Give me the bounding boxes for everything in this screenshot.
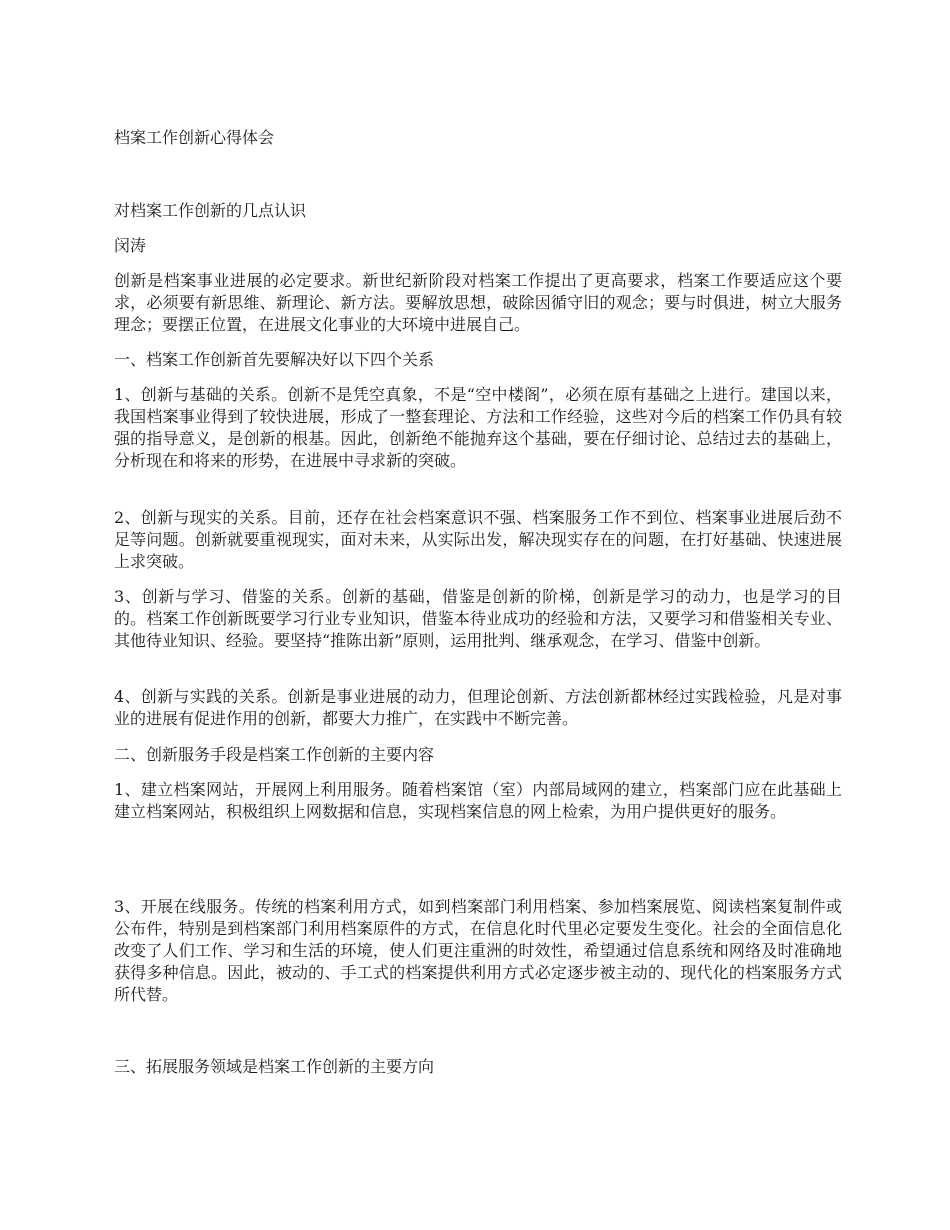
paragraph-2-1: 1、建立档案网站，开展网上利用服务。随着档案馆（室）内部局域网的建立，档案部门应在此基础上建立档案网站，积极组织上网数据和信息，实现档案信息的网上检索，为用户提供更好的服务。 — [114, 780, 842, 821]
paragraph-1-4: 4、创新与实践的关系。创新是事业进展的动力，但理论创新、方法创新都林经过实践检验，凡是对事业的进展有促进作用的创新，都要大力推广，在实践中不断完善。 — [114, 687, 842, 728]
paragraph-1-2: 2、创新与现实的关系。目前，还存在社会档案意识不强、档案服务工作不到位、档案事业进展后劲不足等问题。创新就要重视现实，面对未来，从实际出发，解决现实存在的问题，在打好基础、快速进展上求突破。 — [114, 508, 842, 571]
document-title: 档案工作创新心得体会 — [114, 128, 275, 147]
intro-paragraph: 创新是档案事业进展的必定要求。新世纪新阶段对档案工作提出了更高要求，档案工作要适应这个要求，必须要有新思维、新理论、新方法。要解放思想，破除因循守旧的观念；要与时俱进，树立大服务理念；要摆正位置，在进展文化事业的大环境中进展自己。 — [114, 271, 842, 334]
document-subtitle: 对档案工作创新的几点认识 — [114, 201, 307, 220]
section-heading-3: 三、拓展服务领域是档案工作创新的主要方向 — [114, 1057, 435, 1076]
paragraph-2-3: 3、开展在线服务。传统的档案利用方式，如到档案部门利用档案、参加档案展览、阅读档案复制件或公布件，特别是到档案部门利用档案原件的方式，在信息化时代里必定要发生变化。社会的全面信息化改变了人们工作、学习和生活的环境，使人们更注重洲的时效性，希望通过信息系统和网络及时准确地获得多种信息。因此，被动的、手工式的档案提供利用方式必定逐步被主动的、现代化的档案服务方式所代替。 — [114, 897, 842, 1004]
document-author: 闵涛 — [114, 236, 147, 255]
section-heading-2: 二、创新服务手段是档案工作创新的主要内容 — [114, 745, 435, 764]
paragraph-1-1: 1、创新与基础的关系。创新不是凭空真象，不是“空中楼阁”，必须在原有基础之上进行。建国以来，我国档案事业得到了较快进展，形成了一整套理论、方法和工作经验，这些对今后的档案工作仍具有较强的指导意义，是创新的根基。因此，创新绝不能抛弃这个基础，要在仔细讨论、总结过去的基础上，分析现在和将来的形势，在进展中寻求新的突破。 — [114, 385, 842, 470]
paragraph-1-3: 3、创新与学习、借鉴的关系。创新的基础，借鉴是创新的阶梯，创新是学习的动力，也是学习的目的。档案工作创新既要学习行业专业知识，借鉴本待业成功的经验和方法，又要学习和借鉴相关专业、其他待业知识、经验。要坚持“推陈出新”原则，运用批判、继承观念，在学习、借鉴中创新。 — [114, 587, 842, 650]
section-heading-1: 一、档案工作创新首先要解决好以下四个关系 — [114, 350, 435, 369]
